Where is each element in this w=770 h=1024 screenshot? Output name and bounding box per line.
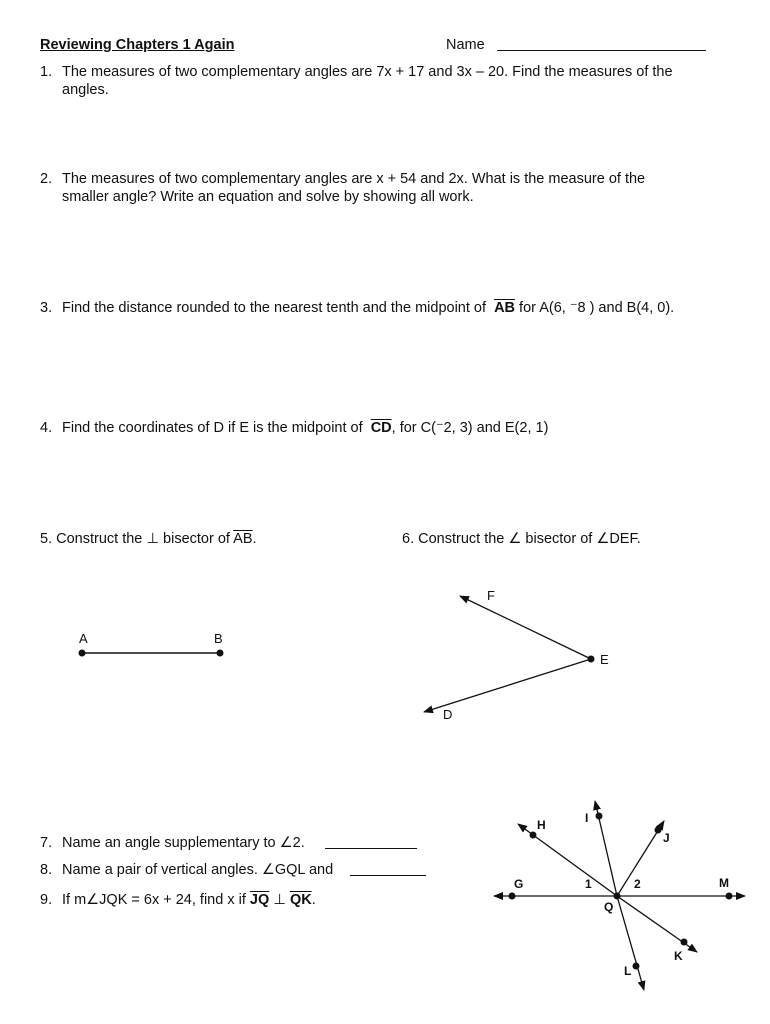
point-m (726, 893, 733, 900)
ray-ed (424, 659, 591, 712)
question-3-number: 3. (40, 300, 53, 316)
segment-jq: $\overline{JQ}$ (249, 892, 270, 908)
segment-ab-q3: $\overline{AB}$ (494, 300, 516, 316)
question-4-number: 4. (40, 420, 53, 436)
label-j: J (663, 831, 670, 845)
name-label: Name (446, 37, 485, 53)
label-f: F (487, 588, 495, 603)
label-angle-1: 1 (585, 877, 592, 891)
label-b: B (214, 631, 223, 646)
angle-def-figure (424, 588, 609, 722)
question-6: 6. Construct the ∠ bisector of ∠DEF. (402, 531, 641, 547)
segment-qk: $\overline{QK}$ (289, 892, 312, 908)
label-l: L (624, 964, 632, 978)
question-1-line-2: angles. (62, 82, 109, 98)
question-4-text: Find the coordinates of D if E is the midpoint of (62, 420, 363, 436)
segment-cd-q4: $\overline{CD}$ (370, 420, 392, 436)
question-4-text-end: , for C(⁻2, 3) and E(2, 1) (391, 420, 549, 436)
question-9-text: If m∠JQK = 6x + 24, find x if (62, 892, 250, 908)
point-i (596, 813, 603, 820)
question-2-line-2: smaller angle? Write an equation and solve by showing all work. (62, 189, 474, 205)
question-2-number: 2. (40, 171, 53, 187)
question-9-number: 9. (40, 892, 53, 908)
label-m: M (719, 876, 729, 890)
ray-ef (460, 596, 591, 659)
point-b (217, 650, 224, 657)
question-8-text: Name a pair of vertical angles. ∠GQL and (62, 862, 334, 878)
worksheet-title: Reviewing Chapters 1 Again (40, 37, 235, 53)
label-a: A (79, 631, 88, 646)
segment-ab-figure (79, 631, 224, 657)
label-i: I (585, 811, 589, 825)
question-1-number: 1. (40, 64, 53, 80)
perpendicular-symbol: ⊥ (269, 892, 290, 908)
point-e (588, 656, 595, 663)
question-5-text-end: . (252, 531, 257, 547)
point-k (681, 939, 688, 946)
label-angle-2: 2 (634, 877, 641, 891)
label-k: K (674, 949, 683, 963)
point-q (614, 893, 621, 900)
question-2-text: The measures of two complementary angles are x + 54 and 2x. What is the measure of the (62, 171, 646, 187)
question-1-text: The measures of two complementary angles are 7x + 17 and 3x – 20. Find the measures of the (62, 64, 673, 80)
label-q: Q (604, 900, 614, 914)
label-d: D (443, 707, 453, 722)
question-3-text-end: for A(6, ⁻8 ) and B(4, 0). (515, 300, 675, 316)
point-j (655, 827, 662, 834)
question-7-text: Name an angle supplementary to ∠2. (62, 835, 305, 851)
label-e: E (600, 652, 609, 667)
point-g (509, 893, 516, 900)
point-l (633, 963, 640, 970)
question-3-text: Find the distance rounded to the nearest tenth and the midpoint of (62, 300, 487, 316)
point-a (79, 650, 86, 657)
intersecting-lines-figure (494, 801, 745, 990)
question-9-text-end: . (311, 892, 316, 908)
question-7-number: 7. (40, 835, 53, 851)
question-5-text: 5. Construct the ⊥ bisector of (40, 531, 234, 547)
label-g: G (514, 877, 524, 891)
point-h (530, 832, 537, 839)
segment-ab-q5: $\overline{AB}$ (233, 531, 253, 547)
question-8-number: 8. (40, 862, 53, 878)
label-h: H (537, 818, 546, 832)
